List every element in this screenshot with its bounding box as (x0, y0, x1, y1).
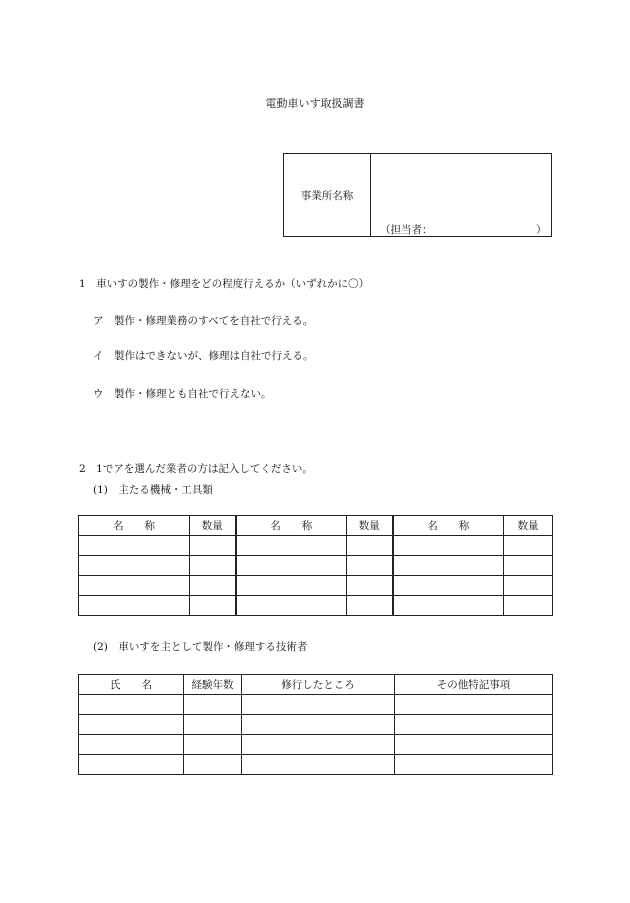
tool-name-cell[interactable] (79, 596, 190, 616)
tech-notes-cell[interactable] (395, 715, 553, 735)
tool-qty-cell[interactable] (504, 576, 553, 596)
tool-qty-cell[interactable] (347, 596, 393, 616)
tool-qty-header: 数量 (504, 516, 553, 536)
tool-qty-cell[interactable] (504, 596, 553, 616)
tech-notes-header: その他特記事項 (395, 675, 553, 695)
tool-qty-cell[interactable] (190, 556, 236, 576)
option-i[interactable]: イ 製作はできないが、修理は自社で行える。 (93, 350, 314, 362)
tool-qty-cell[interactable] (190, 576, 236, 596)
office-name-box (283, 153, 552, 237)
contact-person-label: （担当者： (380, 224, 433, 236)
tech-training-header: 修行したところ (242, 675, 395, 695)
table-row (79, 755, 553, 775)
section-2-1-label: (1) 主たる機械・工具類 (93, 484, 213, 496)
table-row (79, 735, 553, 755)
tech-name-cell[interactable] (79, 695, 184, 715)
tool-qty-header: 数量 (190, 516, 236, 536)
tool-name-cell[interactable] (79, 556, 190, 576)
tool-name-cell[interactable] (393, 576, 504, 596)
tech-training-cell[interactable] (242, 695, 395, 715)
tech-experience-cell[interactable] (184, 715, 242, 735)
tool-qty-cell[interactable] (347, 556, 393, 576)
tool-qty-cell[interactable] (347, 576, 393, 596)
tool-qty-cell[interactable] (190, 536, 236, 556)
table-row (79, 695, 553, 715)
tech-experience-header: 経験年数 (184, 675, 242, 695)
tool-name-cell[interactable] (236, 596, 347, 616)
tool-qty-cell[interactable] (190, 596, 236, 616)
tech-name-cell[interactable] (79, 735, 184, 755)
tool-name-cell[interactable] (236, 576, 347, 596)
tool-qty-cell[interactable] (504, 556, 553, 576)
tool-name-header: 名 称 (393, 516, 504, 536)
tech-notes-cell[interactable] (395, 755, 553, 775)
tool-name-header: 名 称 (79, 516, 190, 536)
table-row (79, 576, 553, 596)
question-1: 1 車いすの製作・修理をどの程度行えるか（いずれかに〇） (79, 278, 370, 290)
tools-table-header (79, 516, 553, 536)
tool-name-cell[interactable] (393, 536, 504, 556)
option-u[interactable]: ウ 製作・修理とも自社で行えない。 (93, 388, 272, 400)
tool-name-header: 名 称 (236, 516, 347, 536)
tool-name-cell[interactable] (393, 596, 504, 616)
table-row (79, 715, 553, 735)
technicians-table-header (79, 675, 553, 695)
tool-qty-cell[interactable] (504, 536, 553, 556)
tool-name-cell[interactable] (236, 556, 347, 576)
tech-notes-cell[interactable] (395, 695, 553, 715)
tools-table (78, 515, 553, 616)
tool-name-cell[interactable] (393, 556, 504, 576)
tech-name-cell[interactable] (79, 715, 184, 735)
question-2: 2 1でアを選んだ業者の方は記入してください。 (79, 463, 313, 475)
tech-experience-cell[interactable] (184, 695, 242, 715)
tech-training-cell[interactable] (242, 735, 395, 755)
section-2-2-label: (2) 車いすを主として製作・修理する技術者 (93, 641, 308, 653)
tool-name-cell[interactable] (79, 536, 190, 556)
table-row (79, 556, 553, 576)
contact-person-close: ） (536, 224, 547, 236)
technicians-table (78, 674, 553, 775)
tech-name-cell[interactable] (79, 755, 184, 775)
tool-name-cell[interactable] (236, 536, 347, 556)
table-row (79, 536, 553, 556)
tech-notes-cell[interactable] (395, 735, 553, 755)
document-title: 電動車いす取扱調書 (265, 97, 365, 110)
tool-qty-header: 数量 (347, 516, 393, 536)
office-name-label: 事業所名称 (284, 154, 371, 236)
tech-training-cell[interactable] (242, 715, 395, 735)
contact-person-field[interactable] (380, 222, 547, 237)
tech-training-cell[interactable] (242, 755, 395, 775)
tech-name-header: 氏 名 (79, 675, 184, 695)
tool-qty-cell[interactable] (347, 536, 393, 556)
tool-name-cell[interactable] (79, 576, 190, 596)
tech-experience-cell[interactable] (184, 755, 242, 775)
option-a[interactable]: ア 製作・修理業務のすべてを自社で行える。 (93, 315, 314, 327)
table-row (79, 596, 553, 616)
tech-experience-cell[interactable] (184, 735, 242, 755)
